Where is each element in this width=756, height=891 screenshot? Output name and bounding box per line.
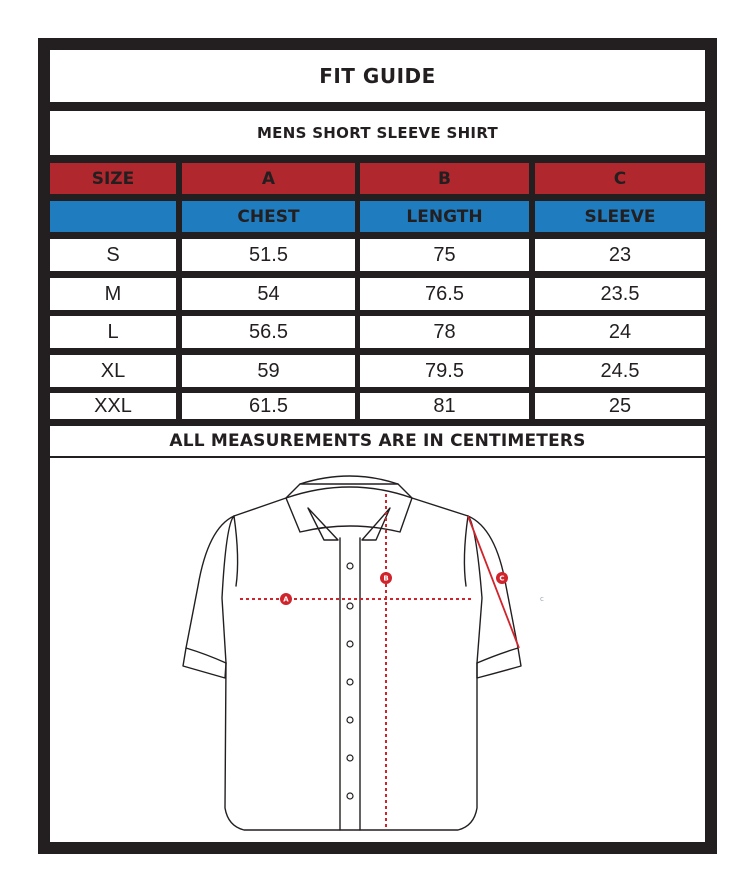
- stray-mark: c: [540, 595, 544, 603]
- table-cell-length: 75: [360, 239, 529, 271]
- shirt-button: [347, 793, 353, 799]
- table-cell-size: XXL: [50, 393, 176, 419]
- shirt-button: [347, 755, 353, 761]
- shirt-body-outline: [222, 484, 482, 830]
- table-cell-chest: 56.5: [182, 316, 355, 348]
- table-cell-size: M: [50, 278, 176, 310]
- table-cell-sleeve: 23: [535, 239, 705, 271]
- collar-outline: [286, 487, 412, 532]
- table-cell-length: 79.5: [360, 355, 529, 387]
- collar-point-left: [308, 508, 338, 540]
- table-cell-length: 76.5: [360, 278, 529, 310]
- marker-b: [380, 572, 392, 584]
- shirt-button: [347, 603, 353, 609]
- header-length: LENGTH: [360, 201, 529, 232]
- marker-a: [280, 593, 292, 605]
- header-chest: CHEST: [182, 201, 355, 232]
- table-cell-chest: 59: [182, 355, 355, 387]
- product-subtitle: MENS SHORT SLEEVE SHIRT: [50, 111, 705, 155]
- marker-b-label: B: [383, 574, 389, 583]
- shirt-button: [347, 641, 353, 647]
- table-cell-chest: 54: [182, 278, 355, 310]
- sleeve-measure-line: [468, 516, 519, 648]
- right-yoke-seam: [464, 516, 468, 586]
- header-size: SIZE: [50, 163, 176, 194]
- table-cell-size: L: [50, 316, 176, 348]
- shirt-diagram-panel: [50, 458, 705, 842]
- header-b: B: [360, 163, 529, 194]
- header-name-size: [50, 201, 176, 232]
- right-cuff-outline: [477, 648, 521, 678]
- table-cell-length: 78: [360, 316, 529, 348]
- fit-guide-frame: [38, 38, 717, 854]
- shirt-button: [347, 717, 353, 723]
- header-sleeve: SLEEVE: [535, 201, 705, 232]
- shirt-button: [347, 563, 353, 569]
- table-cell-length: 81: [360, 393, 529, 419]
- shirt-button: [347, 679, 353, 685]
- units-note: ALL MEASUREMENTS ARE IN CENTIMETERS: [50, 426, 705, 456]
- page-title: FIT GUIDE: [50, 50, 705, 102]
- marker-a-label: A: [283, 595, 289, 604]
- table-cell-chest: 61.5: [182, 393, 355, 419]
- table-cell-sleeve: 24: [535, 316, 705, 348]
- table-cell-chest: 51.5: [182, 239, 355, 271]
- marker-c: [496, 572, 508, 584]
- left-cuff-outline: [183, 648, 226, 678]
- table-cell-size: S: [50, 239, 176, 271]
- left-yoke-seam: [234, 516, 238, 586]
- collar-band-outline: [300, 476, 398, 484]
- header-a: A: [182, 163, 355, 194]
- header-c: C: [535, 163, 705, 194]
- table-cell-sleeve: 24.5: [535, 355, 705, 387]
- table-cell-sleeve: 25: [535, 393, 705, 419]
- table-cell-size: XL: [50, 355, 176, 387]
- marker-c-label: C: [499, 574, 505, 583]
- shirt-diagram: [50, 458, 705, 842]
- table-cell-sleeve: 23.5: [535, 278, 705, 310]
